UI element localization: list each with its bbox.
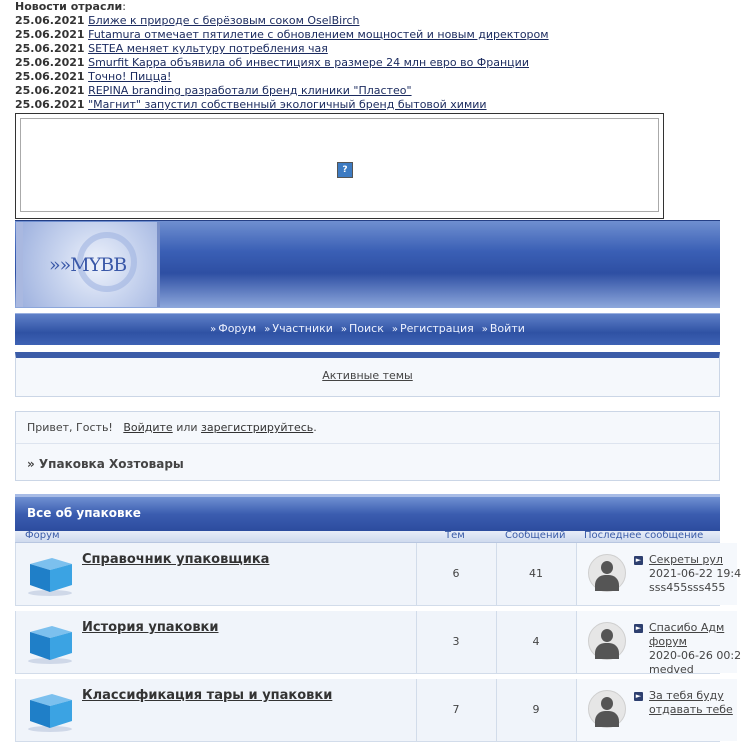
column-headers (15, 531, 720, 543)
topics-count: 7 (452, 703, 460, 716)
category-title[interactable]: Все об упаковке (27, 506, 141, 520)
news-item (15, 14, 720, 28)
avatar[interactable] (588, 690, 626, 728)
industry-news: Новости отрасли: 25.06.2021 Ближе к природе с берёзовым соком OselBirch 25.06.2021 Futamura отмечает пятилетие с обновлением мощностей и новым директором 25.06.2021 SETEA меняет культуру потребления чая 25.06.2021 Smurfit Kappa объявила об инвестициях в размере 24 млн евро во Франции 25.06.2021 Точно! Пицца! 25.06.2021 REPINA branding разработали бренд клиники "Пластео" 25.06.2021 "Магнит" запустил собственный экологичный бренд бытовой химии (15, 0, 720, 112)
last-post-title[interactable]: За тебя буду (649, 689, 724, 702)
news-date: 25.06.2021 (15, 56, 85, 69)
ad-banner-frame (20, 118, 659, 212)
ad-banner (15, 113, 664, 219)
news-link[interactable]: "Магнит" запустил собственный экологичный бренд бытовой химии (88, 98, 487, 111)
posts-count: 4 (532, 635, 540, 648)
active-topics-link[interactable]: Активные темы (322, 369, 413, 382)
last-post (577, 679, 737, 741)
news-date: 25.06.2021 (15, 14, 85, 27)
arrow-icon: » (264, 324, 271, 335)
last-post-author[interactable]: medved (649, 663, 694, 676)
avatar[interactable] (588, 622, 626, 660)
topics-count: 3 (452, 635, 460, 648)
forum-box-icon (26, 620, 74, 664)
column-topics: Тем (445, 530, 465, 541)
news-heading: Новости отрасли (15, 0, 123, 13)
news-link[interactable]: SETEA меняет культуру потребления чая (88, 42, 328, 55)
divider (16, 443, 719, 444)
broken-image-icon: ? (337, 162, 353, 178)
topics-count: 6 (452, 567, 460, 580)
forum-row (15, 611, 741, 676)
active-topics-panel (15, 352, 720, 397)
news-date: 25.06.2021 (15, 84, 85, 97)
main-navigation (15, 313, 720, 345)
guest-greeting: Привет, Гость! Войдите или зарегистрируйтесь. (27, 421, 317, 434)
posts-count: 41 (529, 567, 543, 580)
category-header (15, 494, 720, 531)
register-link[interactable]: зарегистрируйтесь (201, 421, 314, 434)
last-post-title[interactable]: Секреты рул (649, 553, 723, 566)
login-link[interactable]: Войдите (123, 421, 173, 434)
forum-box-icon (26, 552, 74, 596)
nav-item-4[interactable]: » Войти (481, 322, 525, 335)
news-item (15, 42, 720, 56)
forum-title[interactable]: Справочник упаковщика (82, 552, 270, 567)
nav-item-2[interactable]: » Поиск (340, 322, 384, 335)
forum-row (15, 679, 733, 742)
news-date: 25.06.2021 (15, 42, 85, 55)
last-post-date: 2021-06-22 19:4 (649, 567, 741, 580)
avatar[interactable] (588, 554, 626, 592)
last-post (577, 543, 741, 605)
logo-text: »»MYBB (49, 254, 127, 276)
news-link[interactable]: REPINA branding разработали бренд клиники "Пластео" (88, 84, 412, 97)
forum-logo[interactable] (16, 222, 160, 307)
go-to-post-icon[interactable]: ► (635, 624, 642, 632)
news-date: 25.06.2021 (15, 70, 85, 83)
last-post-date: 2020-06-26 00:2 (649, 649, 741, 662)
column-posts: Сообщений (505, 530, 566, 541)
breadcrumb[interactable]: » Упаковка Хозтовары (27, 457, 184, 471)
news-date: 25.06.2021 (15, 98, 85, 111)
news-link[interactable]: Futamura отмечает пятилетие с обновлением мощностей и новым директором (88, 28, 549, 41)
news-date: 25.06.2021 (15, 28, 85, 41)
news-item (15, 70, 720, 84)
nav-item-1[interactable]: » Участники (264, 322, 333, 335)
news-link[interactable]: Smurfit Kappa объявила об инвестициях в размере 24 млн евро во Франции (88, 56, 529, 69)
nav-item-3[interactable]: » Регистрация (391, 322, 474, 335)
logo-chevrons-icon: »» (49, 254, 71, 276)
header-logo-bar (15, 220, 720, 308)
go-to-post-icon[interactable]: ► (635, 692, 642, 700)
posts-count: 9 (532, 703, 540, 716)
column-last-post: Последнее сообщение (584, 530, 704, 541)
arrow-icon: » (210, 324, 217, 335)
go-to-post-icon[interactable]: ► (635, 556, 642, 564)
arrow-icon: » (481, 324, 488, 335)
arrow-icon: » (391, 324, 398, 335)
news-link[interactable]: Точно! Пицца! (88, 70, 172, 83)
forum-row (15, 543, 741, 606)
arrow-icon: » (340, 324, 348, 335)
last-post-author[interactable]: sss455sss455 (649, 581, 726, 594)
forum-title[interactable]: История упаковки (82, 620, 219, 635)
forum-category (15, 494, 741, 734)
news-item (15, 28, 720, 42)
forum-box-icon (26, 688, 74, 732)
news-item (15, 56, 720, 70)
news-link[interactable]: Ближе к природе с берёзовым соком OselBirch (88, 14, 360, 27)
welcome-panel (15, 411, 720, 481)
column-forum: Форум (25, 530, 60, 541)
last-post-title-cont[interactable]: отдавать тебе (649, 703, 733, 716)
last-post-title-cont[interactable]: форум (649, 635, 687, 648)
forum-title[interactable]: Классификация тары и упаковки (82, 688, 333, 703)
nav-item-0[interactable]: » Форум (210, 322, 257, 335)
last-post (577, 611, 741, 676)
news-item (15, 84, 720, 98)
last-post-title[interactable]: Спасибо Адм (649, 621, 725, 634)
news-item (15, 98, 720, 112)
